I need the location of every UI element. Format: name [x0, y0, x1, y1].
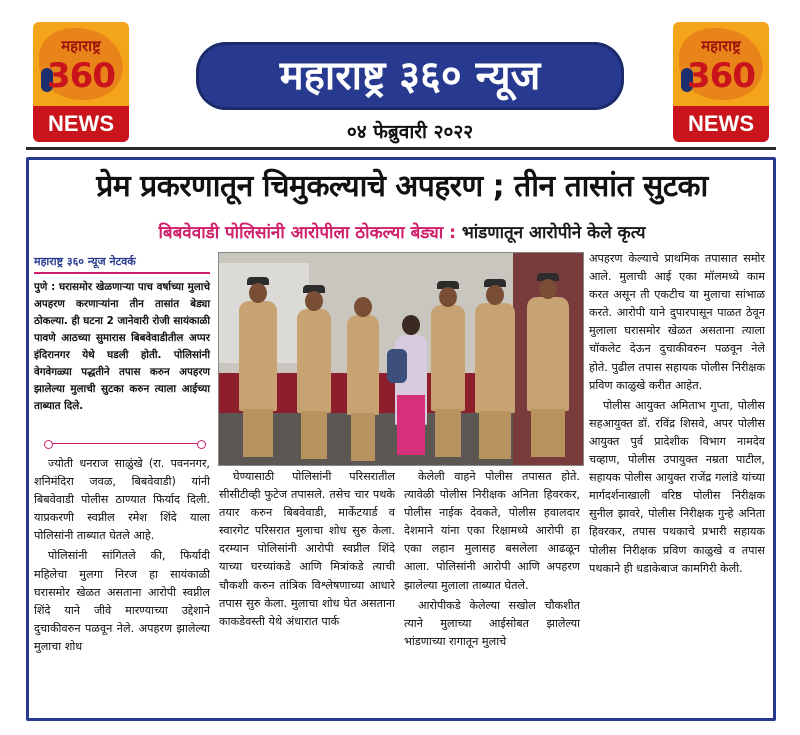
- police-officer-figure: [297, 309, 331, 413]
- police-officer-figure: [347, 315, 379, 415]
- paragraph: घेण्यासाठी पोलिसांनी परिसरातील सीसीटीव्ही फुटेज तपासले. तसेच चार पथके तयार करुन बिबवेवाडी, मार्केटयार्ड व स्वारगेट परिसरात मुलाचा शोध सुरु केला. दरम्यान पोलिसांनी आरोपी स्वप्नील शिंदे याच्या घरच्यांकडे आणि मित्रांकडे त्याची चौकशी करुन तांत्रिक विश्लेषणाच्या आधारे तपास सुरु केला. मुलाचा शोध घेत असताना काकडेवस्ती येथे अंधारात पार्क: [219, 470, 395, 628]
- issue-date: ०४ फेब्रुवारी २०२२: [346, 121, 474, 143]
- article-subhead: [30, 220, 774, 243]
- column-1: [34, 455, 210, 705]
- logo-number: 360: [47, 56, 115, 96]
- paragraph: आरोपीकडे केलेल्या सखोल चौकशीत त्याने मुलाच्या आईसोबत झालेल्या भांडणाच्या रागातून मुलाचे: [404, 598, 580, 648]
- column-2: [219, 468, 395, 706]
- police-officer-figure: [527, 297, 569, 411]
- subhead-part-two: भांडणातून आरोपीने केले कृत्य: [461, 223, 646, 243]
- article-intro: पुणे : घरासमोर खेळणाऱ्या पाच वर्षाच्या मुलाचे अपहरण करणाऱ्यांना तीन तासांत बेड्या ठोकल्या. ही घटना 2 जानेवारी रोजी सायंकाळी पावणे आठच्या सुमारास बिबवेवाडीतील अप्पर इंदिरानगर येथे घडली होती. पोलिसांनी वेगवेगळ्या पद्धतीने तपास करुन अपहरण झालेल्या मुलाची सुटका करुन त्याला आईच्या ताब्यात दिले.: [34, 281, 210, 412]
- paragraph: अपहरण केल्याचे प्राथमिक तपासात समोर आले. मुलाची आई एका मॉलमध्ये काम करत असून ती एकटीच या मुलाचा सांभाळ करते. आरोपी याने दुपारपासून पाळत ठेवून मुलाला घरासमोर खेळत असताना त्याला चॉकलेट देऊन दुचाकीवरुन पळवून नेले होते. पुढील तपास सहायक पोलीस निरीक्षक प्रविण काळुखे करीत आहेत.: [589, 252, 765, 392]
- column-4: [589, 250, 765, 706]
- masthead-title: महाराष्ट्र ३६० न्यूज: [196, 42, 624, 110]
- paragraph: पोलीस आयुक्त अमिताभ गुप्ता, पोलीस सहआयुक्त डॉ. रविंद्र शिसवे, अपर पोलीस आयुक्त पुर्व प्रादेशीक विभाग नामदेव चव्हाण, पोलीस उपायुक्त नम्रता पाटील, सहायक पोलीस आयुक्त राजेंद्र गलांडे यांच्या मार्गदर्शनाखाली वरिष्ठ पोलीस निरीक्षक सुनील झावरे, पोलीस निरीक्षक गुन्हे अनिता हिवरकर, तपास पथकाचे प्रभारी सहायक पोलीस निरीक्षक प्रविण काळुखे व तपास पथकाने ही धडाकेबाज कामगिरी केली.: [589, 398, 765, 575]
- police-officer-figure: [475, 303, 515, 413]
- child-figure: [387, 349, 407, 383]
- logo-map-area: [673, 22, 769, 106]
- police-officer-figure: [431, 305, 465, 411]
- paragraph: ज्योती धनराज साळुंखे (रा. पवननगर, शनिमंदिरा जवळ, बिबवेवाडी) यांनी बिबवेवाडी पोलीस ठाण्यात फिर्याद दिली. याप्रकरणी स्वप्नील रमेश शिंदे याला पोलिसांनी ताब्यात घेतले आहे.: [34, 457, 210, 543]
- masthead-rule: [26, 147, 776, 150]
- byline-rule: [34, 272, 210, 274]
- article-photo: [218, 252, 584, 466]
- byline: महाराष्ट्र ३६० न्यूज नेटवर्क: [34, 255, 136, 268]
- logo-number: 360: [687, 56, 755, 96]
- logo-map-area: [33, 22, 129, 106]
- column-3: [404, 468, 580, 706]
- logo-right: [673, 22, 769, 142]
- logo-name: महाराष्ट्र: [61, 37, 101, 55]
- paragraph: केलेली वाहने पोलीस तपासत होते. त्यावेळी पोलीस निरीक्षक अनिता हिवरकर, पोलीस नाईक देवकते, पोलीस हवालदार देशमाने यांना एका रिक्षामध्ये आरोपी हा एका लहान मुलासह बसलेला आढळून आला. पोलिसांनी आरोपी आणि अपहरण झालेल्या मुलाला ताब्यात घेतले.: [404, 470, 580, 592]
- logo-tag: NEWS: [673, 106, 769, 142]
- article-headline: प्रेम प्रकरणातून चिमुकल्याचे अपहरण ; तीन तासांत सुटका: [96, 169, 708, 204]
- logo-left: [33, 22, 129, 142]
- subhead-part-one: बिबवेवाडी पोलिसांनी आरोपीला ठोकल्या बेड्या :: [158, 223, 456, 243]
- logo-tag: NEWS: [33, 106, 129, 142]
- paragraph: पोलिसांनी सांगितले की, फिर्यादी महिलेचा मुलगा निरज हा सायंकाळी घरासमोर खेळत असताना आरोपी स्वप्नील शिंदे याने जीवे मारण्याच्या उद्देशाने दुचाकीवरुन पळवून नेले. अपहरण झालेल्या मुलाचा शोध: [34, 549, 210, 653]
- logo-name: महाराष्ट्र: [701, 37, 741, 55]
- police-officer-figure: [239, 301, 277, 411]
- ornament-divider: [50, 443, 200, 444]
